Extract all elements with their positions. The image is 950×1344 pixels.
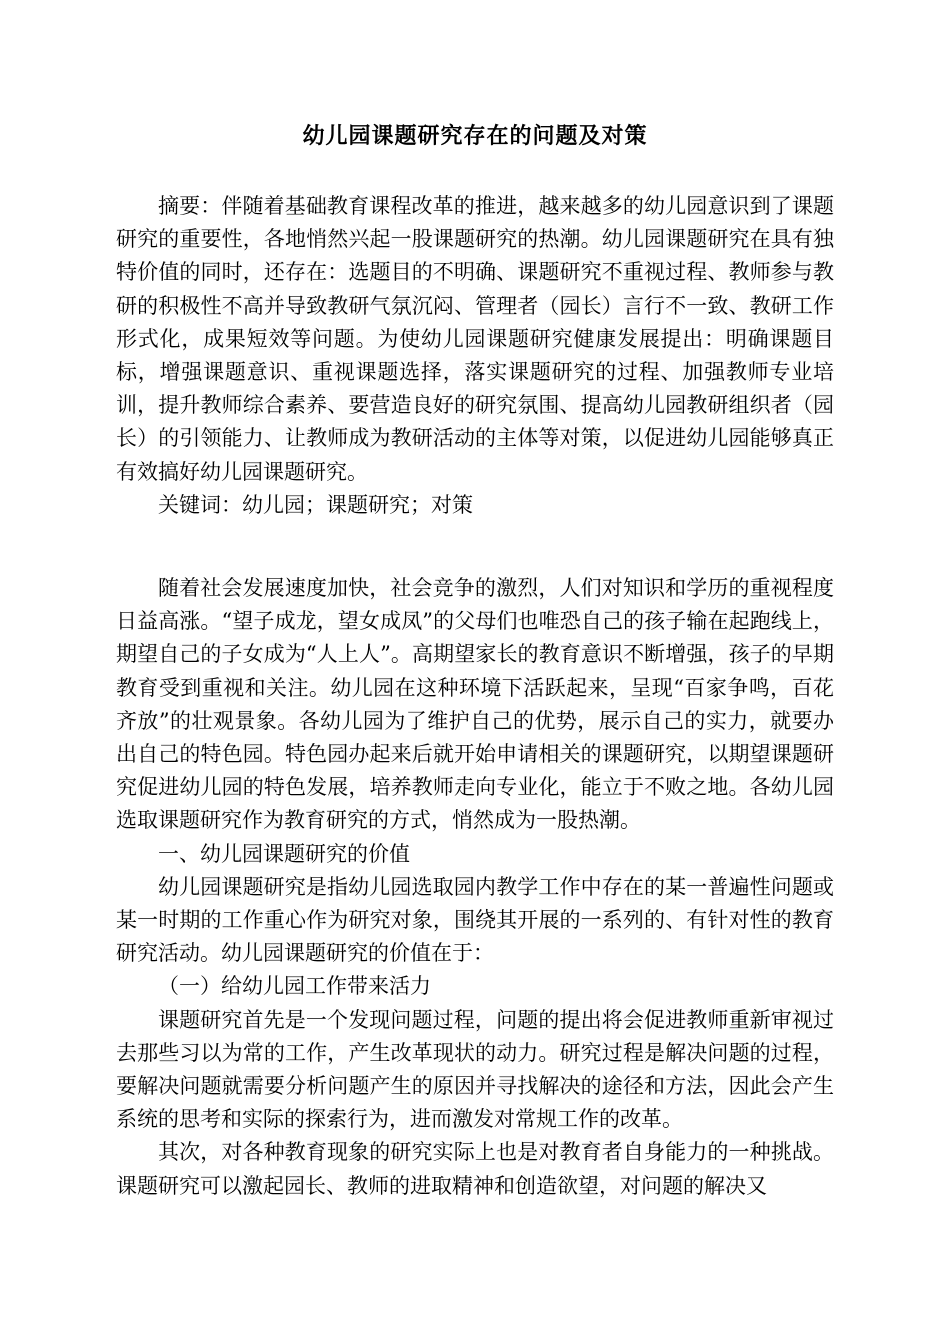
section-gap — [116, 522, 834, 572]
subsection-paragraph-1: 课题研究首先是一个发现问题过程，问题的提出将会促进教师重新审视过去那些习以为常的工作，产生改革现状的动力。研究过程是解决问题的过程，要解决问题就需要分析问题产生的原因并寻找解决的途径和方法，因此会产生系统的思考和实际的探索行为，进而激发对常规工作的改革。 — [116, 1007, 834, 1132]
intro-paragraph: 随着社会发展速度加快，社会竞争的激烈，人们对知识和学历的重视程度日益高涨。“望子成龙，望女成凤”的父母们也唯恐自己的孩子输在起跑线上，期望自己的子女成为“人上人”。高期望家长的教育意识不断增强，孩子的早期教育受到重视和关注。幼儿园在这种环境下活跃起来，呈现“百家争鸣，百花齐放”的壮观景象。各幼儿园为了维护自己的优势，展示自己的实力，就要办出自己的特色园。特色园办起来后就开始申请相关的课题研究，以期望课题研究促进幼儿园的特色发展，培养教师走向专业化，能立于不败之地。各幼儿园选取课题研究作为教育研究的方式，悄然成为一股热潮。 — [116, 576, 834, 833]
section-paragraph: 幼儿园课题研究是指幼儿园选取园内教学工作中存在的某一普遍性问题或某一时期的工作重心作为研究对象，围绕其开展的一系列的、有针对性的教育研究活动。幼儿园课题研究的价值在于： — [116, 874, 834, 966]
subsection-heading: （一）给幼儿园工作带来活力 — [158, 974, 431, 999]
subsection-paragraph-2: 其次，对各种教育现象的研究实际上也是对教育者自身能力的一种挑战。课题研究可以激起园长、教师的进取精神和创造欲望，对问题的解决又 — [116, 1140, 834, 1198]
section-heading: 一、幼儿园课题研究的价值 — [158, 841, 410, 866]
keywords-line: 关键词：幼儿园；课题研究；对策 — [158, 492, 473, 517]
abstract-paragraph: 摘要：伴随着基础教育课程改革的推进，越来越多的幼儿园意识到了课题研究的重要性，各地悄然兴起一股课题研究的热潮。幼儿园课题研究在具有独特价值的同时，还存在：选题目的不明确、课题研究不重视过程、教师参与教研的积极性不高并导致教研气氛沉闷、管理者（园长）言行不一致、教研工作形式化，成果短效等问题。为使幼儿园课题研究健康发展提出：明确课题目标，增强课题意识、重视课题选择，落实课题研究的过程、加强教师专业培训，提升教师综合素养、要营造良好的研究氛围、提高幼儿园教研组织者（园长）的引领能力、让教师成为教研活动的主体等对策，以促进幼儿园能够真正有效搞好幼儿园课题研究。 — [116, 194, 834, 484]
document-page — [116, 116, 834, 1203]
document-title: 幼儿园课题研究存在的问题及对策 — [302, 123, 648, 149]
